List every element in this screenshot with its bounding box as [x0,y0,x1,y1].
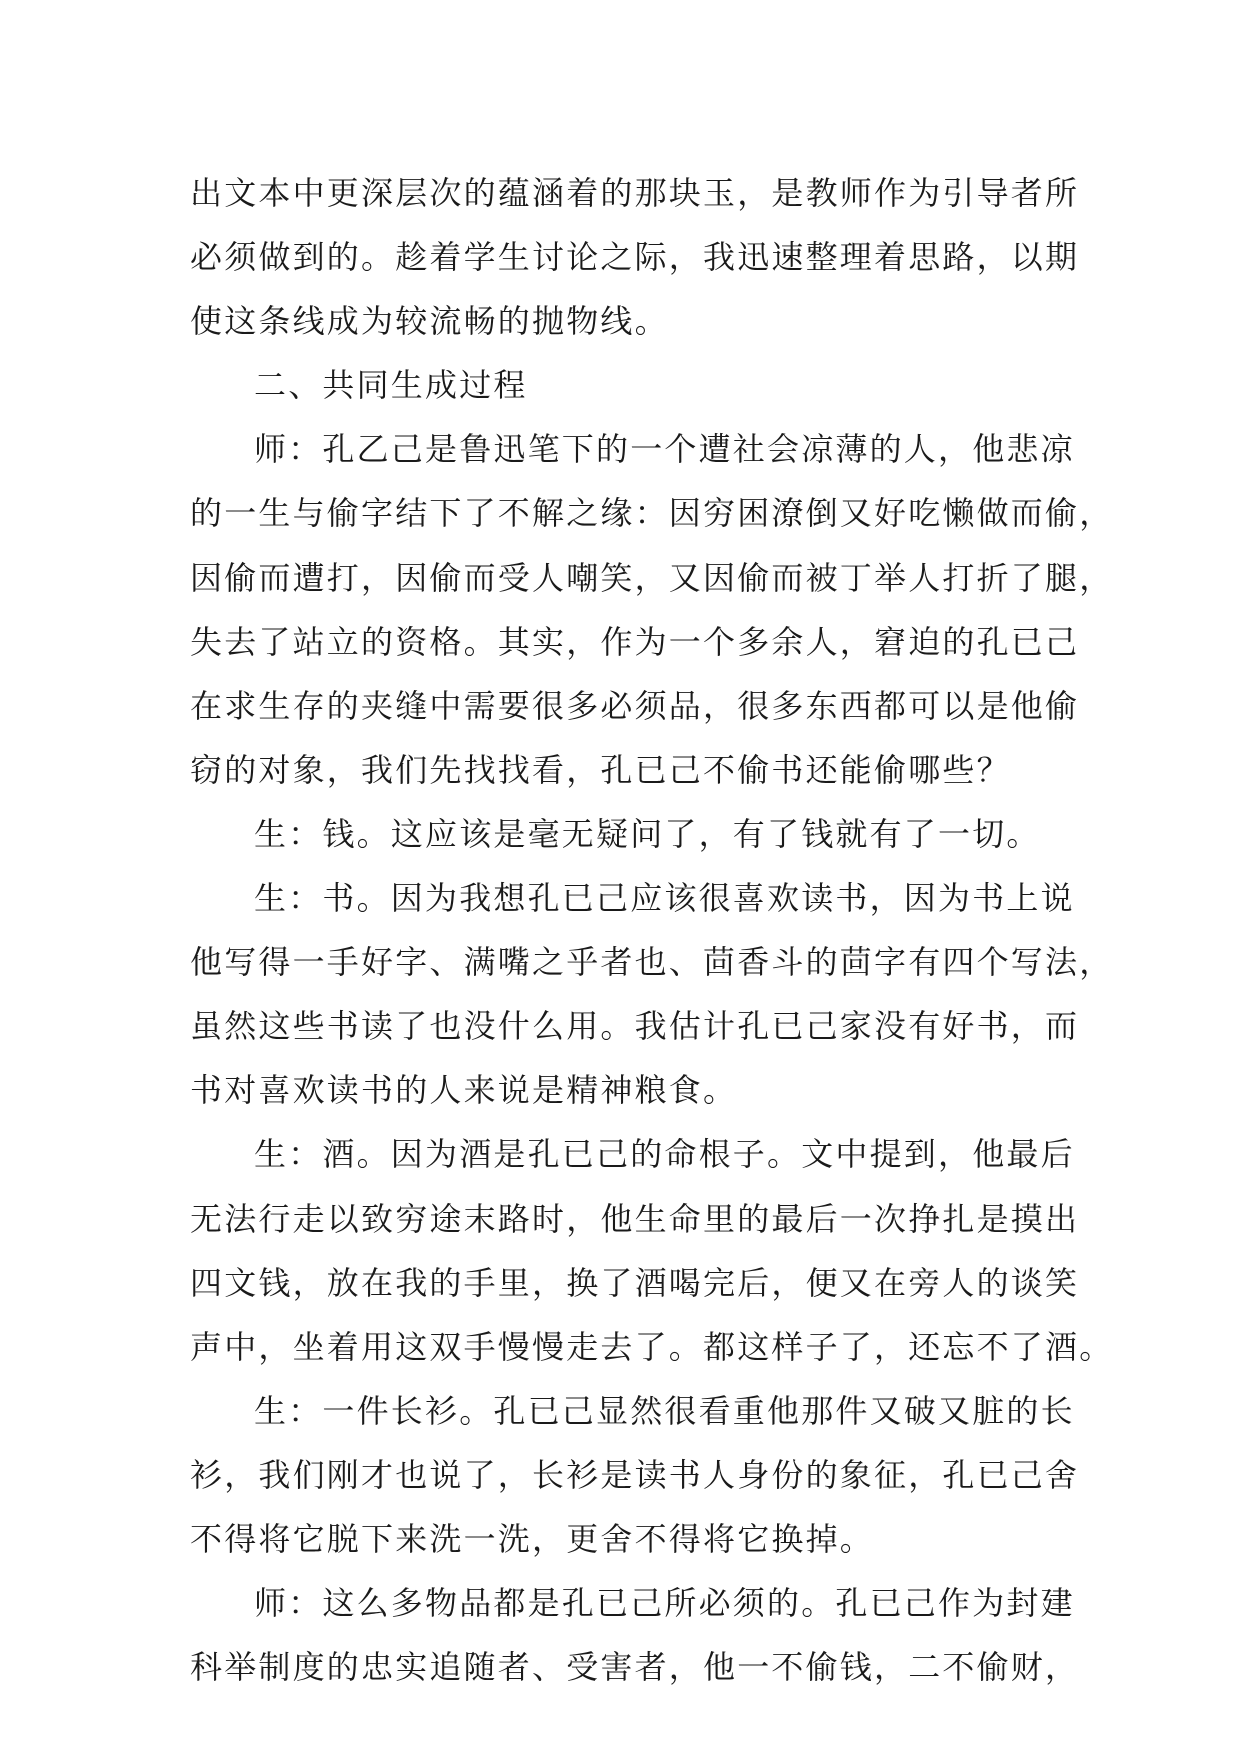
text-line: 在求生存的夹缝中需要很多必须品，很多东西都可以是他偷 [190,686,1080,725]
text-line: 生：酒。因为酒是孔已己的命根子。文中提到，他最后 [254,1135,1075,1174]
text-line: 衫，我们刚才也说了，长衫是读书人身份的象征，孔已己舍 [190,1455,1080,1494]
text-line: 的一生与偷字结下了不解之缘：因穷困潦倒又好吃懒做而偷， [190,494,1114,533]
text-line: 生：一件长衫。孔已己显然很看重他那件又破又脏的长 [254,1391,1075,1430]
text-line: 师：这么多物品都是孔已己所必须的。孔已己作为封建 [254,1584,1075,1623]
text-line: 失去了站立的资格。其实，作为一个多余人，窘迫的孔已己 [190,622,1080,661]
text-line: 师：孔乙己是鲁迅笔下的一个遭社会凉薄的人，他悲凉 [254,430,1075,469]
text-line: 他写得一手好字、满嘴之乎者也、茴香斗的茴字有四个写法， [190,943,1114,982]
text-line: 不得将它脱下来洗一洗，更舍不得将它换掉。 [190,1519,875,1558]
text-line: 使这条线成为较流畅的抛物线。 [190,302,669,341]
text-line: 声中，坐着用这双手慢慢走去了。都这样子了，还忘不了酒。 [190,1327,1114,1366]
text-line: 书对喜欢读书的人来说是精神粮食。 [190,1071,738,1110]
text-line: 四文钱，放在我的手里，换了酒喝完后，便又在旁人的谈笑 [190,1263,1080,1302]
text-line: 出文本中更深层次的蕴涵着的那块玉，是教师作为引导者所 [190,174,1080,212]
text-line: 生：钱。这应该是毫无疑问了，有了钱就有了一切。 [254,814,1041,853]
text-line: 科举制度的忠实追随者、受害者，他一不偷钱，二不偷财， [190,1648,1080,1687]
text-line: 必须做到的。趁着学生讨论之际，我迅速整理着思路，以期 [190,238,1080,277]
text-line: 无法行走以致穷途末路时，他生命里的最后一次挣扎是摸出 [190,1199,1080,1238]
text-line: 因偷而遭打，因偷而受人嘲笑，又因偷而被丁举人打折了腿， [190,558,1114,597]
section-heading: 二、共同生成过程 [254,366,528,405]
body-text [190,161,1114,1699]
text-line: 虽然这些书读了也没什么用。我估计孔已己家没有好书，而 [190,1007,1080,1046]
text-line: 窃的对象，我们先找找看，孔已己不偷书还能偷哪些？ [190,750,1011,789]
text-line: 生：书。因为我想孔已己应该很喜欢读书，因为书上说 [254,879,1075,918]
